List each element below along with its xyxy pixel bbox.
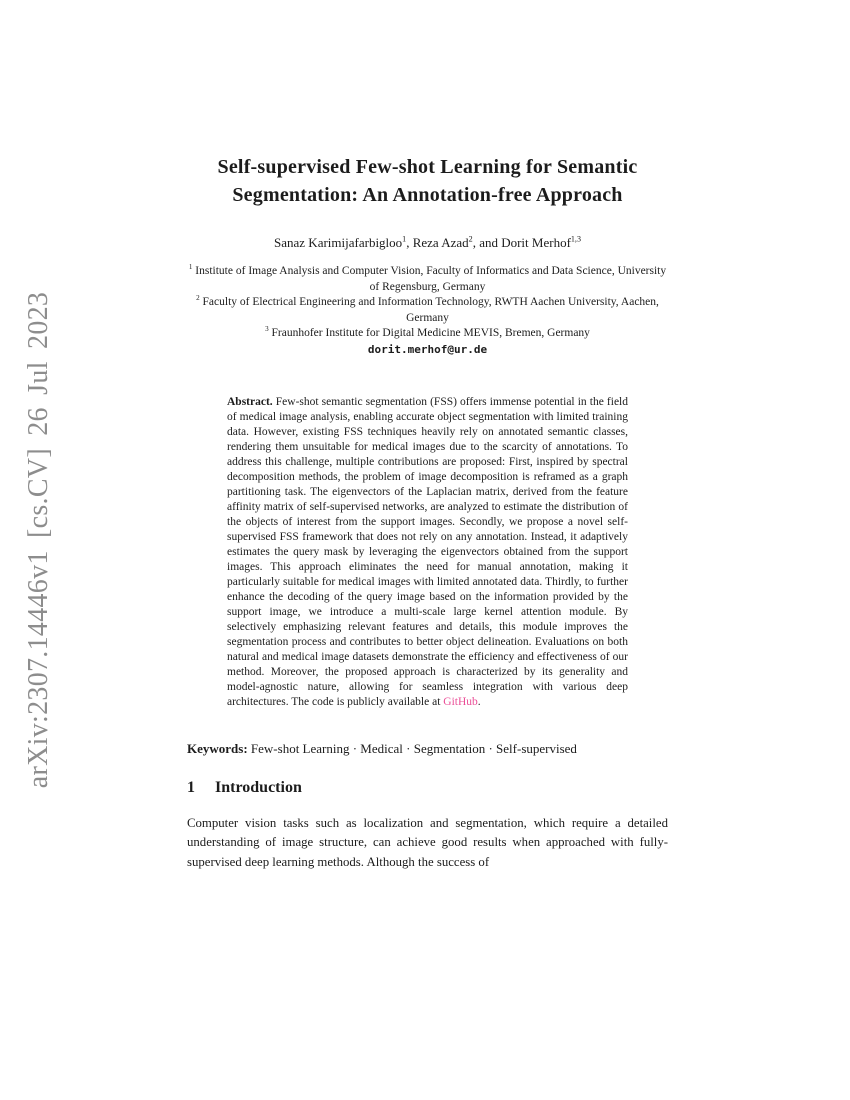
affiliation-item xyxy=(187,326,668,342)
affiliation-item xyxy=(187,295,668,326)
author-separator: , xyxy=(406,235,413,250)
affiliation-item xyxy=(187,264,668,295)
author-name: Sanaz Karimijafarbigloo xyxy=(274,235,403,250)
abstract-text-end: . xyxy=(477,695,481,708)
authors-line xyxy=(187,235,668,251)
author-affiliation-marker: 1 xyxy=(402,234,407,244)
keywords-line xyxy=(187,741,668,757)
paper-title xyxy=(187,153,668,209)
contact-email: dorit.merhof@ur.de xyxy=(367,342,488,356)
introduction-paragraph: Computer vision tasks such as localization and segmentation, which require a detailed understanding of image structure, can achieve good results when approached with fully-supervised deep learning methods. Although the success of xyxy=(187,815,668,869)
abstract-text: Few-shot semantic segmentation (FSS) offers immense potential in the field of medical image analysis, enabling accurate object segmentation with limited training data. However, existing FSS techniques heavily rely on annotated semantic classes, rendering them unsuitable for medical images due to the scarcity of annotations. To address this challenge, multiple contributions are proposed: First, inspired by spectral decomposition methods, the problem of image decomposition is reframed as a graph partitioning task. The eigenvectors of the Laplacian matrix, derived from the feature affinity matrix of self-supervised networks, are analyzed to estimate the distribution of the objects of interest from the support images. Secondly, we propose a novel self-supervised FSS framework that does not rely on any annotation. Instead, it adaptively estimates the query mask by leveraging the eigenvectors obtained from the support images. This approach eliminates the need for manual annotation, making it particularly suitable for medical images with limited annotated data. Thirdly, to further enhance the decoding of the query image based on the information provided by the support image, we introduce a multi-scale large kernel attention module. By selectively emphasizing relevant features and details, this module improves the segmentation process and contributes to better object delineation. Evaluations on both natural and medical image datasets demonstrate the efficiency and effectiveness of our method. Moreover, the proposed approach is characterized by its generality and model-agnostic nature, allowing for seamless integration with various deep architectures. The code is publicly available at xyxy=(227,395,628,708)
github-link[interactable]: GitHub xyxy=(443,695,478,708)
author-affiliation-marker: 1,3 xyxy=(570,234,581,244)
arxiv-watermark: arXiv:2307.14446v1 [cs.CV] 26 Jul 2023 xyxy=(23,291,54,789)
affiliation-marker: 1 xyxy=(188,263,193,272)
paper-title-line-2: Segmentation: An Annotation-free Approach xyxy=(232,184,623,206)
affiliation-marker: 2 xyxy=(196,294,200,303)
affiliation-marker: 3 xyxy=(265,325,269,334)
keywords-label: Keywords: xyxy=(187,740,248,756)
affiliation-text: Institute of Image Analysis and Computer Vision, Faculty of Informatics and Data Science, University of Regensburg, Germany xyxy=(192,265,667,293)
paper-title-line-1: Self-supervised Few-shot Learning for Semantic xyxy=(217,156,638,178)
author-name: Dorit Merhof xyxy=(501,235,571,250)
affiliation-text: Faculty of Electrical Engineering and Information Technology, RWTH Aachen University, Aachen, Germany xyxy=(199,296,659,324)
section-title: Introduction xyxy=(215,778,302,796)
author-affiliation-marker: 2 xyxy=(468,234,473,244)
affiliation-text: Fraunhofer Institute for Digital Medicine MEVIS, Bremen, Germany xyxy=(268,327,590,339)
affiliations-block xyxy=(187,264,668,357)
section-number: 1 xyxy=(187,778,195,796)
abstract-label: Abstract. xyxy=(227,395,273,408)
author-name: Reza Azad xyxy=(412,235,469,250)
keywords-text: Few-shot Learning · Medical · Segmentation · Self-supervised xyxy=(247,740,577,756)
section-heading-introduction xyxy=(187,778,668,798)
author-separator: , and xyxy=(472,235,502,250)
paper-content xyxy=(187,0,668,885)
abstract-paragraph xyxy=(227,395,628,710)
